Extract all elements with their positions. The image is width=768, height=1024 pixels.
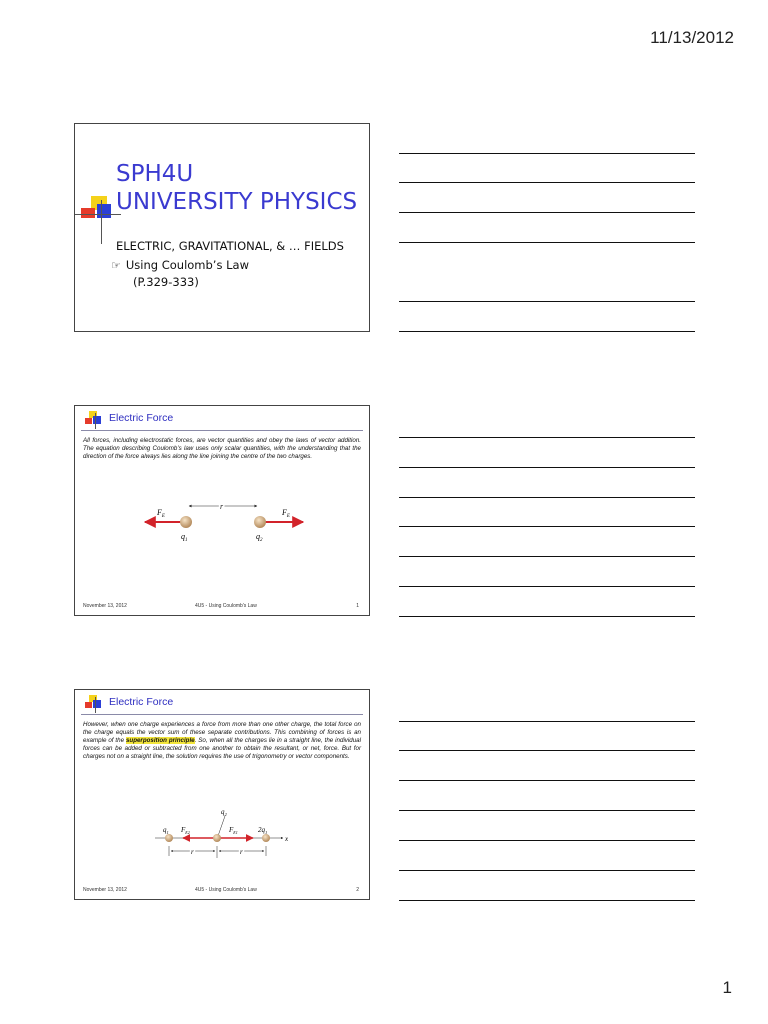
footer-title: 4U5 - Using Coulomb's Law — [195, 887, 257, 893]
body-part-1: However, when one charge experiences a force from more than one other charge, the total force on the charge equals the vector sum of these separate contributions. This combining of forces is an example of the — [83, 721, 361, 744]
label-2q1: $2q_1$ — [258, 826, 268, 835]
label-fe1: $F_{E1}$ — [229, 826, 238, 835]
pointing-hand-icon: ☞ — [111, 259, 121, 272]
label-q2: $q_2$ — [221, 808, 227, 817]
slide-electric-force-2 — [74, 689, 370, 900]
course-name: UNIVERSITY PHYSICS — [116, 189, 358, 215]
label-r-left: r — [191, 848, 194, 856]
label-q1: $q_1$ — [163, 826, 169, 835]
charge-q1 — [165, 834, 173, 842]
charge-q2 — [213, 834, 221, 842]
charge-2q1 — [262, 834, 270, 842]
slide-heading: Electric Force — [109, 412, 174, 424]
slide-title-text — [116, 160, 357, 216]
label-r: r — [220, 502, 224, 511]
slide-body-text: All forces, including electrostatic forces, are vector quantities and obey the laws of vector addition. The equation describing Coulomb’s law uses only scalar quantities, with the understanding that the direction of the force always lies along the line joining the centre of the two charges. — [83, 437, 361, 460]
highlight-superposition: superposition principle — [125, 737, 195, 744]
coulomb-force-diagram — [75, 406, 370, 616]
footer-date: November 13, 2012 — [83, 603, 127, 609]
superposition-diagram — [75, 690, 370, 900]
slide-title — [74, 123, 370, 332]
topic-pages: (P.329-333) — [133, 275, 199, 289]
unit-subtitle: ELECTRIC, GRAVITATIONAL, & … FIELDS — [116, 239, 344, 253]
slide-heading: Electric Force — [109, 696, 174, 708]
page-number: 1 — [722, 978, 732, 997]
topic-text: Using Coulomb’s Law — [125, 258, 249, 272]
print-date: 11/13/2012 — [650, 28, 734, 47]
label-fe2: $F_{E2}$ — [181, 826, 190, 835]
footer-slide-number: 2 — [356, 887, 359, 893]
footer-slide-number: 1 — [356, 603, 359, 609]
label-q1: $q_1$ — [181, 532, 188, 543]
slide-footer — [83, 887, 359, 893]
charge-q2 — [254, 516, 266, 528]
slide-footer — [83, 603, 359, 609]
course-code: SPH4U — [116, 161, 194, 187]
footer-title: 4U5 - Using Coulomb's Law — [195, 603, 257, 609]
q2-pointer — [218, 816, 225, 836]
body-part-2: . So, when all the charges lie in a straight line, the individual forces can be added or subtracted from one another to obtain the resultant, or net, force. But for charges not on a straight line, the solution requires the use of trigonometry or vector components. — [83, 737, 361, 760]
label-fe-right: $F_E$ — [282, 508, 290, 519]
slide-electric-force-1 — [74, 405, 370, 616]
label-fe-left: $F_E$ — [157, 508, 165, 519]
label-r-right: r — [240, 848, 243, 856]
footer-date: November 13, 2012 — [83, 887, 127, 893]
charge-q1 — [180, 516, 192, 528]
label-q2: $q_2$ — [256, 532, 263, 543]
label-x: x — [285, 835, 289, 843]
topic-bullet — [111, 258, 249, 272]
